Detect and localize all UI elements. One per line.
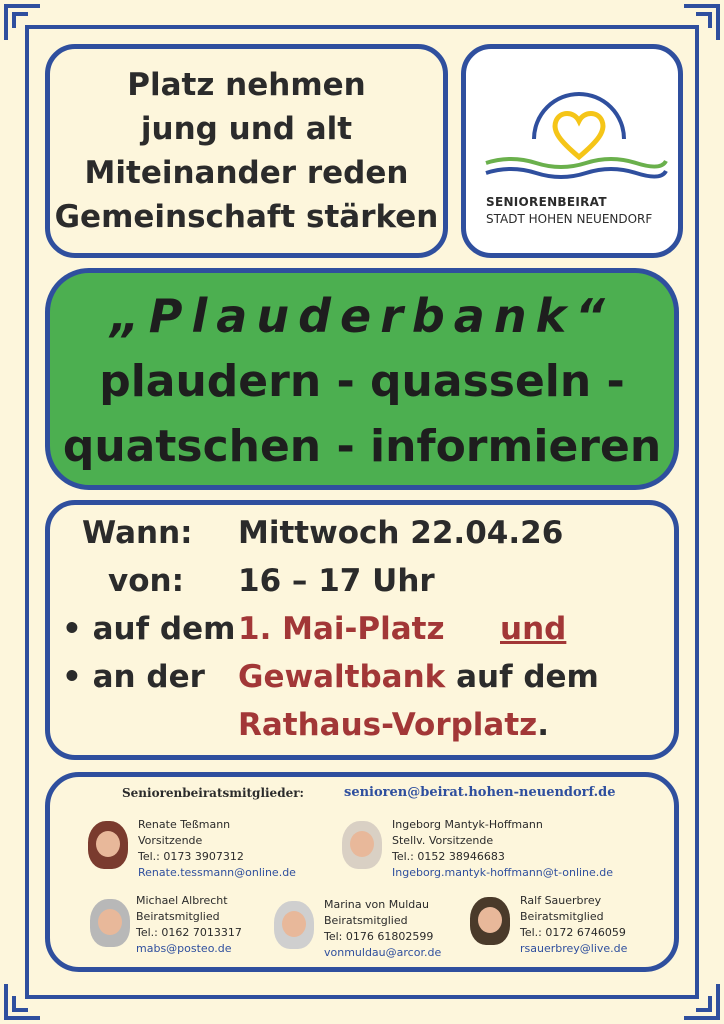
heart-sun-logo-icon [466,49,678,189]
member-email[interactable]: Ingeborg.mantyk-hoffmann@t-online.de [392,866,614,879]
location1-label: • auf dem [62,611,236,647]
slogan-line: Platz nehmen [127,67,366,103]
member-phone: Tel: 0176 61802599 [324,930,434,943]
banner-line: quatschen - informieren [62,421,662,472]
member-role: Vorsitzende [138,834,203,847]
location2-label: • an der [62,659,205,695]
members-box [45,772,679,972]
member-phone: Tel.: 0172 6746059 [520,926,626,939]
logo-title: SENIORENBEIRAT [486,195,607,209]
member-role: Stellv. Vorsitzende [392,834,494,847]
slogan-line: jung und alt [140,111,353,147]
location3-suffix: . [537,707,549,743]
member-photo [274,901,314,949]
member-phone: Tel.: 0162 7013317 [136,926,242,939]
member-card [520,893,627,957]
member-card [138,817,296,881]
member-email[interactable]: vonmuldau@arcor.de [324,946,442,959]
contact-email[interactable]: senioren@beirat.hohen-neuendorf.de [344,785,616,800]
member-name: Michael Albrecht [136,894,228,907]
member-photo [90,899,130,947]
banner-line: plaudern - quasseln - [99,356,625,407]
location1-value: 1. Mai-Platz [238,611,445,647]
banner-box [45,268,679,490]
member-role: Beiratsmitglied [520,910,604,923]
member-role: Beiratsmitglied [324,914,408,927]
logo-box [461,44,683,258]
member-email[interactable]: rsauerbrey@live.de [520,942,628,955]
when-value: Mittwoch 22.04.26 [238,515,564,551]
event-info-box [45,500,679,760]
slogan-box [45,44,448,258]
and-text: und [500,611,567,647]
when-label: Wann: [82,515,193,551]
member-email[interactable]: Renate.tessmann@online.de [138,866,296,879]
member-phone: Tel.: 0173 3907312 [138,850,244,863]
logo-subtitle: STADT HOHEN NEUENDORF [486,212,653,226]
member-name: Ralf Sauerbrey [520,894,602,907]
member-name: Marina von Muldau [324,898,429,911]
member-name: Renate Teßmann [138,818,231,831]
location2-suffix: auf dem [456,659,599,695]
banner-title: „Plauderbank“ [110,289,614,343]
member-photo [470,897,510,945]
time-value: 16 – 17 Uhr [238,563,435,599]
member-photo [342,821,382,869]
slogan-line: Miteinander reden [84,155,409,191]
member-card [324,897,441,961]
time-label: von: [108,563,184,599]
member-card [392,817,613,881]
member-name: Ingeborg Mantyk-Hoffmann [392,818,543,831]
member-card [136,893,242,957]
location3-value: Rathaus-Vorplatz [238,707,538,743]
members-heading: Seniorenbeiratsmitglieder: [122,786,304,800]
location3-line [238,707,549,743]
member-photo [88,821,128,869]
slogan-line: Gemeinschaft stärken [54,199,439,235]
location2-line [238,659,599,695]
location2-value: Gewaltbank [238,659,446,695]
member-role: Beiratsmitglied [136,910,220,923]
member-phone: Tel.: 0152 38946683 [392,850,505,863]
member-email[interactable]: mabs@posteo.de [136,942,232,955]
